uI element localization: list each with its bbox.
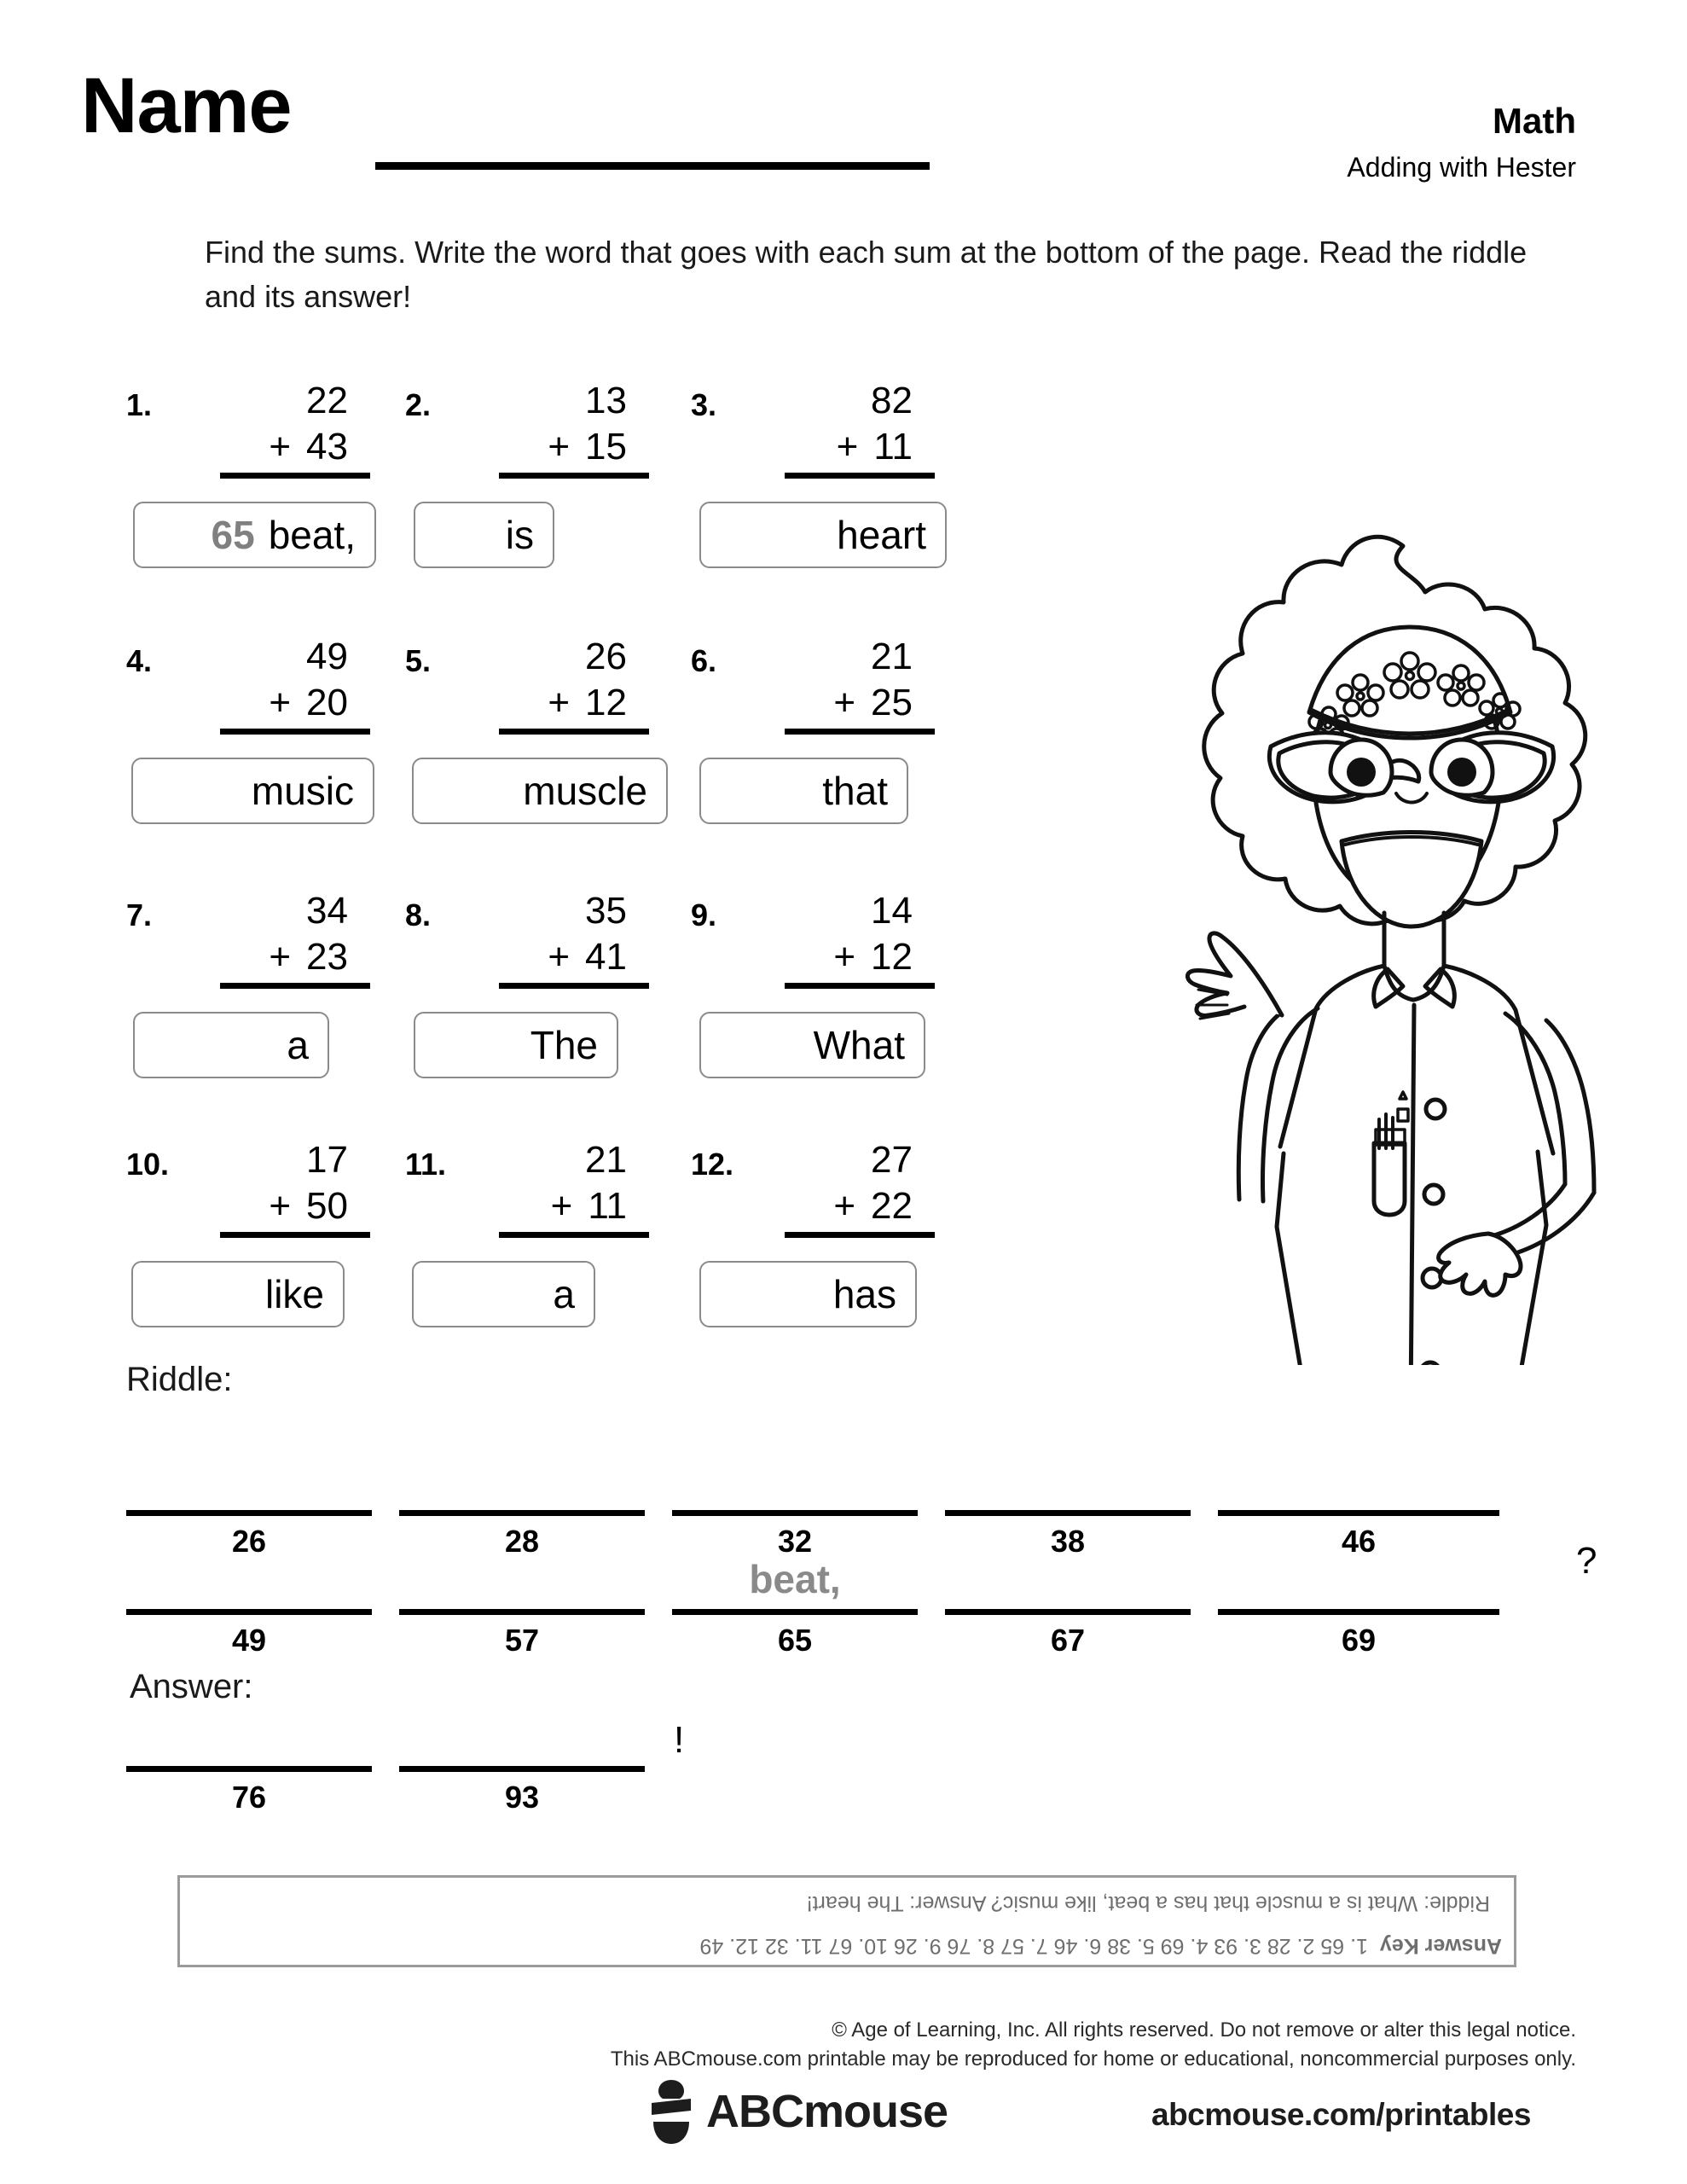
abcmouse-logo-text: ABCmouse <box>706 2086 948 2137</box>
first-addend: 82 <box>871 380 913 421</box>
problem-number: 11. <box>405 1147 447 1182</box>
riddle-write-line[interactable] <box>399 1510 645 1516</box>
problem-number: 1. <box>126 387 153 422</box>
second-addend: 20 <box>306 682 348 723</box>
second-addend-row <box>480 1185 651 1227</box>
plus-operator: + <box>833 682 856 723</box>
first-addend: 13 <box>585 380 627 421</box>
problem-number: 10. <box>126 1147 170 1182</box>
plus-operator: + <box>550 1185 573 1227</box>
sum-rule <box>220 729 370 735</box>
riddle-write-line[interactable] <box>399 1609 645 1615</box>
riddle-sum-label: 57 <box>504 1623 540 1658</box>
answer-key-box <box>177 1875 1516 1967</box>
first-addend: 21 <box>585 1139 627 1181</box>
riddle-write-line[interactable] <box>126 1609 372 1615</box>
first-addend: 17 <box>306 1139 348 1181</box>
answer-box-1[interactable] <box>133 502 376 568</box>
addition-stack <box>480 892 651 989</box>
answer-key-values: 1. 65 2. 28 3. 93 4. 69 5. 38 6. 46 7. 57 8. 76 9. 26 10. 67 11. 32 12. 49 <box>699 1934 1368 1958</box>
riddle-filled-word: beat, <box>749 1557 841 1601</box>
plus-operator: + <box>269 1185 292 1227</box>
sum-rule <box>785 473 935 479</box>
problem-number: 2. <box>405 387 432 422</box>
problem-number: 5. <box>405 643 432 678</box>
second-addend: 41 <box>585 936 627 978</box>
answer-box-11[interactable] <box>412 1261 595 1327</box>
second-addend: 43 <box>306 426 348 468</box>
answer-word: heart <box>837 513 926 557</box>
first-addend: 34 <box>306 890 348 932</box>
answer-box-3[interactable] <box>699 502 947 568</box>
answer-box-6[interactable] <box>699 758 908 824</box>
first-addend: 22 <box>306 380 348 421</box>
second-addend: 11 <box>873 426 913 468</box>
addition-stack <box>201 1141 372 1238</box>
riddle-sum-label: 69 <box>1341 1623 1377 1658</box>
riddle-sum-label: 46 <box>1341 1524 1377 1559</box>
addition-stack <box>201 638 372 735</box>
abcmouse-logo <box>648 2079 948 2144</box>
second-addend-row <box>480 938 651 976</box>
answer-sum-label: 76 <box>231 1780 267 1815</box>
plus-operator: + <box>548 682 571 723</box>
prefilled-sum: 65 <box>211 513 255 557</box>
second-addend: 11 <box>588 1185 627 1227</box>
lesson-subtitle: Adding with Hester <box>1347 152 1576 183</box>
addition-stack <box>480 638 651 735</box>
answer-write-line[interactable] <box>399 1766 645 1772</box>
plus-operator: + <box>269 426 292 468</box>
sum-rule <box>220 1232 370 1238</box>
first-addend: 14 <box>871 890 913 932</box>
answer-box-12[interactable] <box>699 1261 917 1327</box>
plus-operator: + <box>548 936 571 978</box>
riddle-sum-label: 65 <box>777 1623 813 1658</box>
second-addend-row <box>201 684 372 722</box>
sum-rule <box>499 473 649 479</box>
plus-operator: + <box>836 426 859 468</box>
riddle-label: Riddle: <box>126 1361 233 1398</box>
addition-stack <box>766 382 936 479</box>
problem-number: 9. <box>691 897 717 932</box>
hester-character-illustration <box>1147 512 1676 1365</box>
riddle-sum-label: 38 <box>1050 1524 1086 1559</box>
first-addend: 26 <box>585 636 627 677</box>
sum-rule <box>220 473 370 479</box>
answer-word: beat, <box>268 513 356 557</box>
answer-exclamation: ! <box>674 1719 685 1761</box>
second-addend-row <box>480 684 651 722</box>
answer-word: that <box>822 769 888 813</box>
second-addend-row <box>766 428 936 466</box>
riddle-write-line[interactable] <box>945 1510 1191 1516</box>
problem-number: 4. <box>126 643 153 678</box>
riddle-write-line[interactable] <box>945 1609 1191 1615</box>
plus-operator: + <box>269 936 292 978</box>
answer-box-4[interactable] <box>131 758 374 824</box>
answer-label: Answer: <box>130 1668 253 1705</box>
plus-operator: + <box>833 1185 856 1227</box>
second-addend: 12 <box>585 682 627 723</box>
addition-stack <box>480 382 651 479</box>
answer-word: muscle <box>523 769 647 813</box>
riddle-sum-label: 26 <box>231 1524 267 1559</box>
first-addend: 49 <box>306 636 348 677</box>
plus-operator: + <box>548 426 571 468</box>
first-addend: 21 <box>871 636 913 677</box>
sum-rule <box>499 1232 649 1238</box>
first-addend: 35 <box>585 890 627 932</box>
second-addend-row <box>766 1185 936 1227</box>
legal-notice-line2: This ABCmouse.com printable may be reproduced for home or educational, noncommercial purposes only. <box>610 2048 1576 2071</box>
answer-box-7[interactable] <box>133 1012 329 1078</box>
plus-operator: + <box>269 682 292 723</box>
second-addend-row <box>201 1185 372 1227</box>
answer-key-title: Answer Key <box>1379 1934 1502 1958</box>
name-label: Name <box>81 62 292 149</box>
plus-operator: + <box>833 936 856 978</box>
subject-title: Math <box>1493 101 1576 141</box>
problem-number: 3. <box>691 387 717 422</box>
riddle-write-line[interactable] <box>126 1510 372 1516</box>
riddle-sum-label: 32 <box>777 1524 813 1559</box>
riddle-write-line[interactable] <box>672 1609 918 1615</box>
sum-rule <box>499 983 649 989</box>
problem-number: 12. <box>691 1147 734 1182</box>
answer-word: The <box>530 1023 598 1067</box>
addition-stack <box>201 892 372 989</box>
addition-stack <box>766 638 936 735</box>
riddle-sum-label: 28 <box>504 1524 540 1559</box>
second-addend: 15 <box>585 426 627 468</box>
answer-write-line[interactable] <box>126 1766 372 1772</box>
problem-number: 6. <box>691 643 717 678</box>
second-addend-row <box>766 684 936 722</box>
answer-box-5[interactable] <box>412 758 668 824</box>
first-addend: 27 <box>871 1139 913 1181</box>
answer-word: a <box>287 1023 309 1067</box>
answer-word: has <box>832 1272 896 1316</box>
sum-rule <box>499 729 649 735</box>
answer-word: music <box>251 769 354 813</box>
addition-stack <box>766 1141 936 1238</box>
sum-rule <box>785 983 935 989</box>
answer-key-entries <box>699 1933 1502 1958</box>
answer-box-8[interactable] <box>414 1012 618 1078</box>
second-addend-row <box>201 938 372 976</box>
riddle-sum-label: 49 <box>231 1623 267 1658</box>
riddle-question-mark: ? <box>1576 1540 1597 1582</box>
answer-word: What <box>813 1023 905 1067</box>
abcmouse-logo-mark <box>648 2079 694 2144</box>
problem-number: 7. <box>126 897 153 932</box>
legal-notice-line1: © Age of Learning, Inc. All rights reserved. Do not remove or alter this legal notice. <box>832 2018 1576 2042</box>
sum-rule <box>220 983 370 989</box>
riddle-sum-label: 67 <box>1050 1623 1086 1658</box>
riddle-write-line[interactable] <box>1218 1609 1499 1615</box>
answer-box-2[interactable] <box>414 502 554 568</box>
second-addend: 23 <box>306 936 348 978</box>
answer-box-10[interactable] <box>131 1261 345 1327</box>
second-addend-row <box>766 938 936 976</box>
second-addend-row <box>201 428 372 466</box>
addition-stack <box>766 892 936 989</box>
name-write-in-line[interactable] <box>375 162 930 170</box>
second-addend: 12 <box>871 936 913 978</box>
answer-word: is <box>505 513 534 557</box>
problem-number: 8. <box>405 897 432 932</box>
riddle-write-line[interactable] <box>672 1510 918 1516</box>
answer-word: like <box>264 1272 324 1316</box>
second-addend: 25 <box>871 682 913 723</box>
second-addend: 22 <box>871 1185 913 1227</box>
answer-key-riddle: Riddle: What is a muscle that has a beat, like music? Answer: The heart! <box>806 1891 1490 1915</box>
addition-stack <box>480 1141 651 1238</box>
sum-rule <box>785 729 935 735</box>
answer-word: a <box>553 1272 575 1316</box>
answer-box-9[interactable] <box>699 1012 925 1078</box>
answer-sum-label: 93 <box>504 1780 540 1815</box>
second-addend-row <box>480 428 651 466</box>
second-addend: 50 <box>306 1185 348 1227</box>
sum-rule <box>785 1232 935 1238</box>
addition-stack <box>201 382 372 479</box>
printables-url[interactable]: abcmouse.com/printables <box>1151 2097 1531 2132</box>
instructions-text: Find the sums. Write the word that goes with each sum at the bottom of the page. Read the riddle and its answer! <box>205 235 1528 315</box>
riddle-write-line[interactable] <box>1218 1510 1499 1516</box>
